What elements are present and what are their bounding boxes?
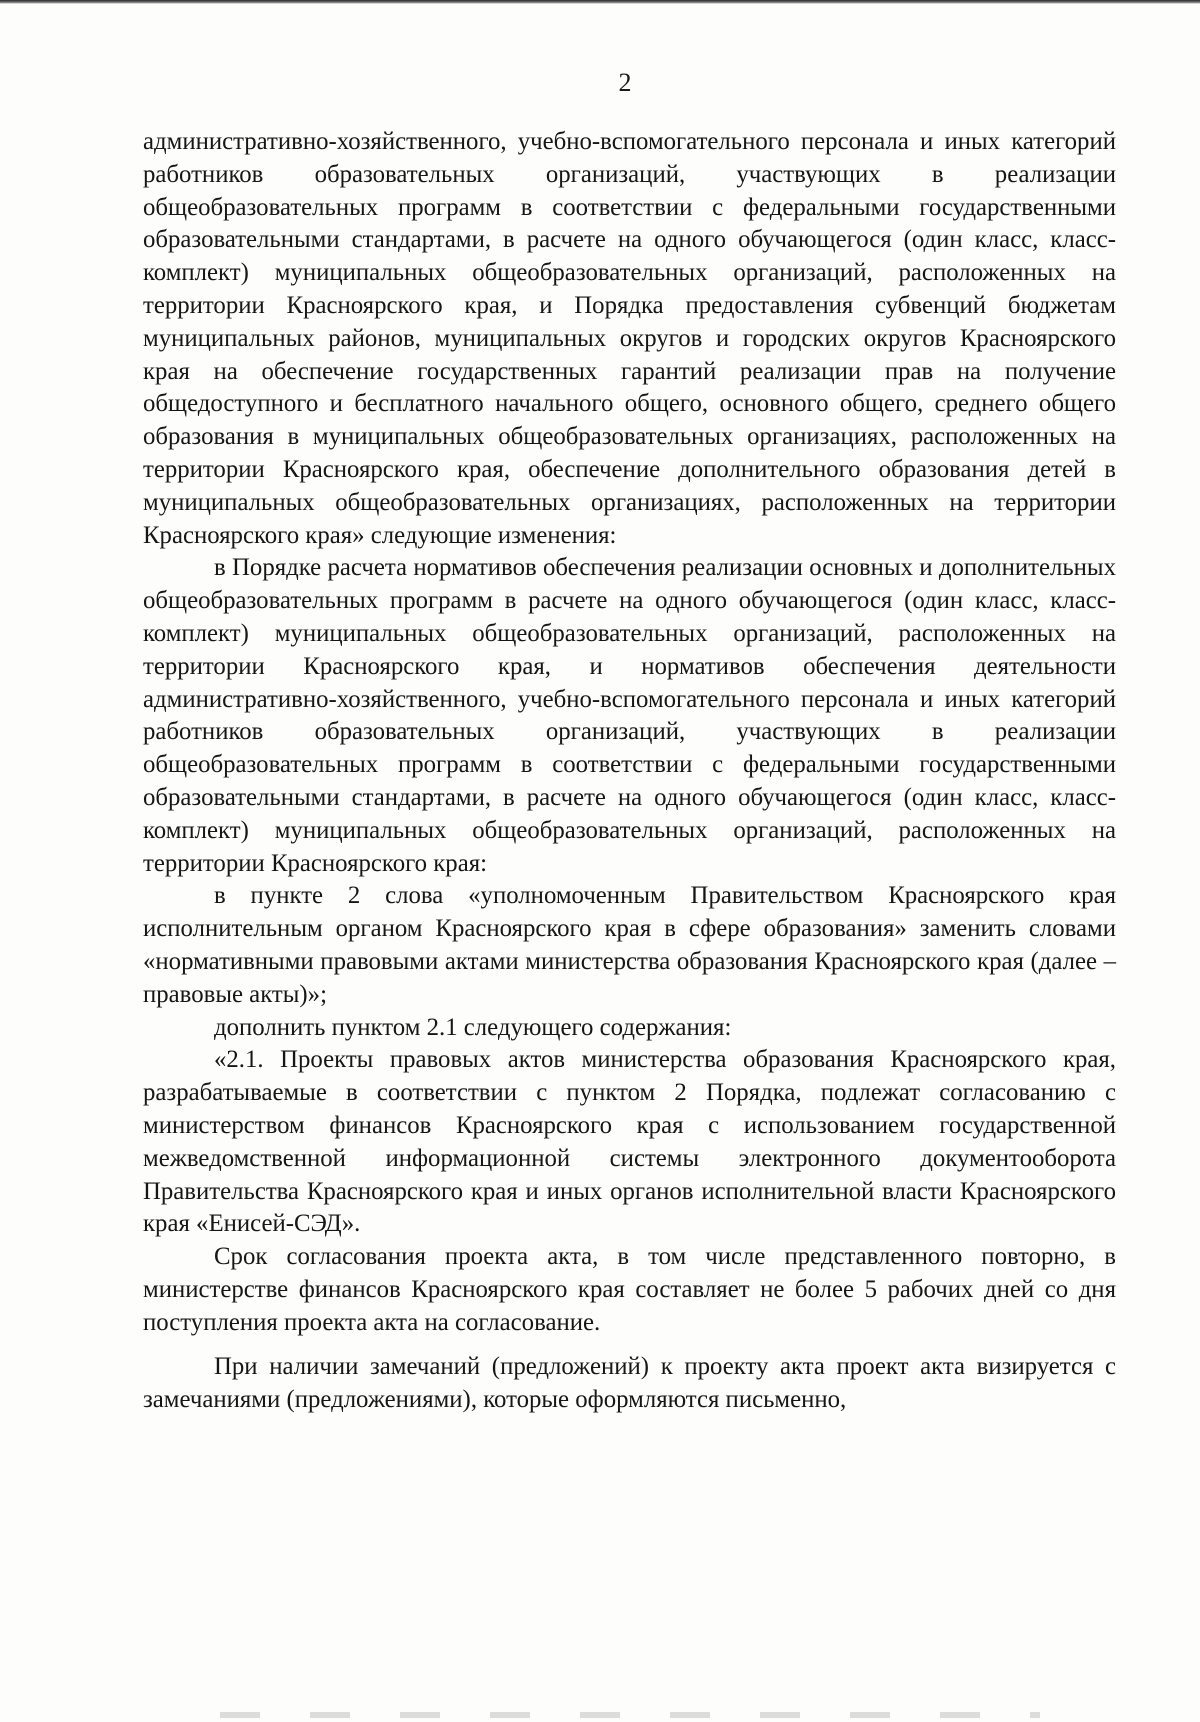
document-body xyxy=(143,126,1116,1417)
paragraph-3: в пункте 2 слова «уполномоченным Правительством Красноярского края исполнительным органом Красноярского края в сфере образования» заменить словами «нормативными правовыми актами министерства образования Красноярского края (далее – правовые акты)»; xyxy=(143,882,1116,1008)
paragraph-7: При наличии замечаний (предложений) к проекту акта проект акта визируется с замечаниями (предложениями), которые оформляются письменно, xyxy=(143,1353,1116,1414)
paragraph-6: Срок согласования проекта акта, в том числе представленного повторно, в министерстве финансов Красноярского края составляет не более 5 рабочих дней со дня поступления проекта акта на согласование. xyxy=(143,1243,1116,1336)
paragraph-5: «2.1. Проекты правовых актов министерства образования Красноярского края, разрабатываемые в соответствии с пунктом 2 Порядка, подлежат согласованию с министерством финансов Красноярского края с использованием государственной межведомственной информационной системы электронного документооборота Правительства Красноярского края и иных органов исполнительной власти Красноярского края «Енисей-СЭД». xyxy=(143,1046,1116,1238)
scan-top-edge xyxy=(0,0,1200,4)
page-number: 2 xyxy=(618,68,632,97)
paragraph-1: административно-хозяйственного, учебно-вспомогательного персонала и иных категорий работников образовательных организаций, участвующих в реализации общеобразовательных программ в соответствии с федеральными государственными образовательными стандартами, в расчете на одного обучающегося (один класс, класс-комплект) муниципальных общеобразовательных организаций, расположенных на территории Красноярского края, и Порядка предоставления субвенций бюджетам муниципальных районов, муниципальных округов и городских округов Красноярского края на обеспечение государственных гарантий реализации прав на получение общедоступного и бесплатного начального общего, основного общего, среднего общего образования в муниципальных общеобразовательных организациях, расположенных на территории Красноярского края, обеспечение дополнительного образования детей в муниципальных общеобразовательных организациях, расположенных на территории Красноярского края» следующие изменения: xyxy=(143,128,1116,549)
scan-bottom-artifact xyxy=(220,1712,1040,1718)
paragraph-2: в Порядке расчета нормативов обеспечения реализации основных и дополнительных общеобразовательных программ в расчете на одного обучающегося (один класс, класс-комплект) муниципальных общеобразовательных организаций, расположенных на территории Красноярского края, и нормативов обеспечения деятельности административно-хозяйственного, учебно-вспомогательного персонала и иных категорий работников образовательных организаций, участвующих в реализации общеобразовательных программ в соответствии с федеральными государственными образовательными стандартами, в расчете на одного обучающегося (один класс, класс-комплект) муниципальных общеобразовательных организаций, расположенных на территории Красноярского края: xyxy=(143,554,1116,877)
paragraph-4: дополнить пунктом 2.1 следующего содержания: xyxy=(214,1013,732,1041)
